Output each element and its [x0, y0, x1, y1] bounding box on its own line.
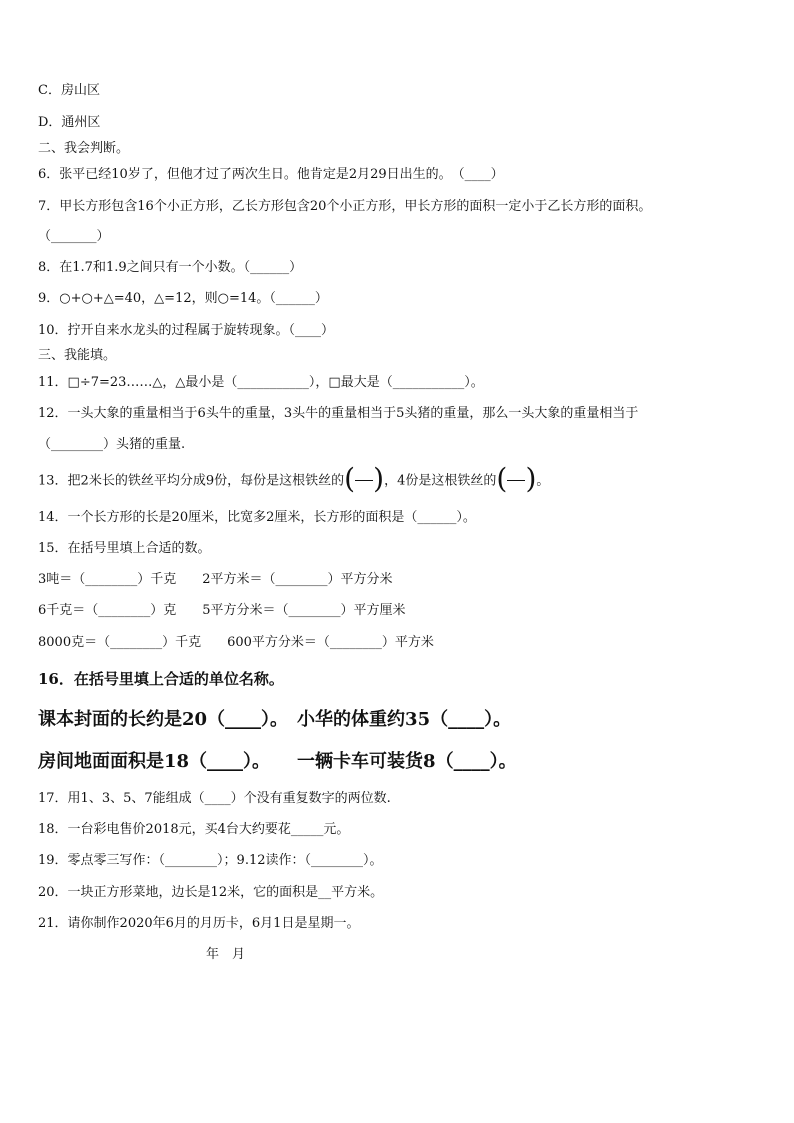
- fraction-blank-2: ( ): [496, 462, 537, 495]
- question-15-row-2: 6千克＝（________）克 5平方分米＝（________）平方厘米: [38, 603, 406, 618]
- question-8: 8．在1.7和1.9之间只有一个小数。（______）: [38, 260, 303, 275]
- question-19: 19．零点零三写作：（________）；9.12读作：（________）。: [38, 853, 383, 868]
- question-9: 9．○+○+△=40，△=12，则○=14。（______）: [38, 291, 328, 306]
- option-d: D．通州区: [38, 115, 101, 130]
- question-16: 16．在括号里填上合适的单位名称。: [38, 670, 284, 688]
- question-6: 6．张平已经10岁了，但他才过了两次生日。他肯定是2月29日出生的。 （____）: [38, 167, 504, 182]
- question-12: 12．一头大象的重量相当于6头牛的重量，3头牛的重量相当于5头猪的重量，那么一头大象的重量相当于: [38, 406, 639, 421]
- calendar-year-month: 年 月: [206, 947, 246, 962]
- question-17: 17．用1、3、5、7能组成（____）个没有重复数字的两位数.: [38, 791, 391, 806]
- question-13-text-2: ，4份是这根铁丝的: [384, 473, 497, 489]
- question-12-cont: （________）头猪的重量.: [38, 437, 186, 452]
- question-18: 18．一台彩电售价2018元，买4台大约要花_____元。: [38, 822, 350, 837]
- section-heading-2: 二、我会判断。: [38, 141, 130, 156]
- question-15-row-1: 3吨＝（________）千克 2平方米＝（________）平方分米: [38, 572, 393, 587]
- section-heading-3: 三、我能填。: [38, 348, 117, 363]
- question-7: 7．甲长方形包含16个小正方形，乙长方形包含20个小正方形，甲长方形的面积一定小于乙长方形的面积。: [38, 199, 652, 214]
- question-14: 14．一个长方形的长是20厘米，比宽多2厘米，长方形的面积是（______）。: [38, 510, 476, 525]
- question-16-row-1: 课本封面的长约是20（____）。 小华的体重约35（____）。: [38, 709, 512, 730]
- question-10: 10．拧开自来水龙头的过程属于旋转现象。（____）: [38, 323, 335, 338]
- question-7-blank: （_______）: [38, 229, 110, 244]
- question-15: 15．在括号里填上合适的数。: [38, 541, 211, 556]
- question-13-text: 13．把2米长的铁丝平均分成9份，每份是这根铁丝的: [38, 473, 345, 489]
- question-13-end: 。: [536, 473, 550, 489]
- question-15-row-3: 8000克＝（________）千克 600平方分米＝（________）平方米: [38, 635, 434, 650]
- question-21: 21．请你制作2020年6月的月历卡，6月1日是星期一。: [38, 916, 360, 931]
- question-13: [38, 462, 550, 497]
- question-16-row-2: 房间地面面积是18（____）。 一辆卡车可装货8（____）。: [38, 751, 517, 772]
- fraction-blank-1: ( ): [344, 462, 385, 495]
- question-20: 20．一块正方形菜地，边长是12米，它的面积是__平方米。: [38, 885, 384, 900]
- question-11: 11．□÷7=23……△，△最小是（___________），□最大是（___________）。: [38, 375, 484, 390]
- option-c: C．房山区: [38, 83, 100, 98]
